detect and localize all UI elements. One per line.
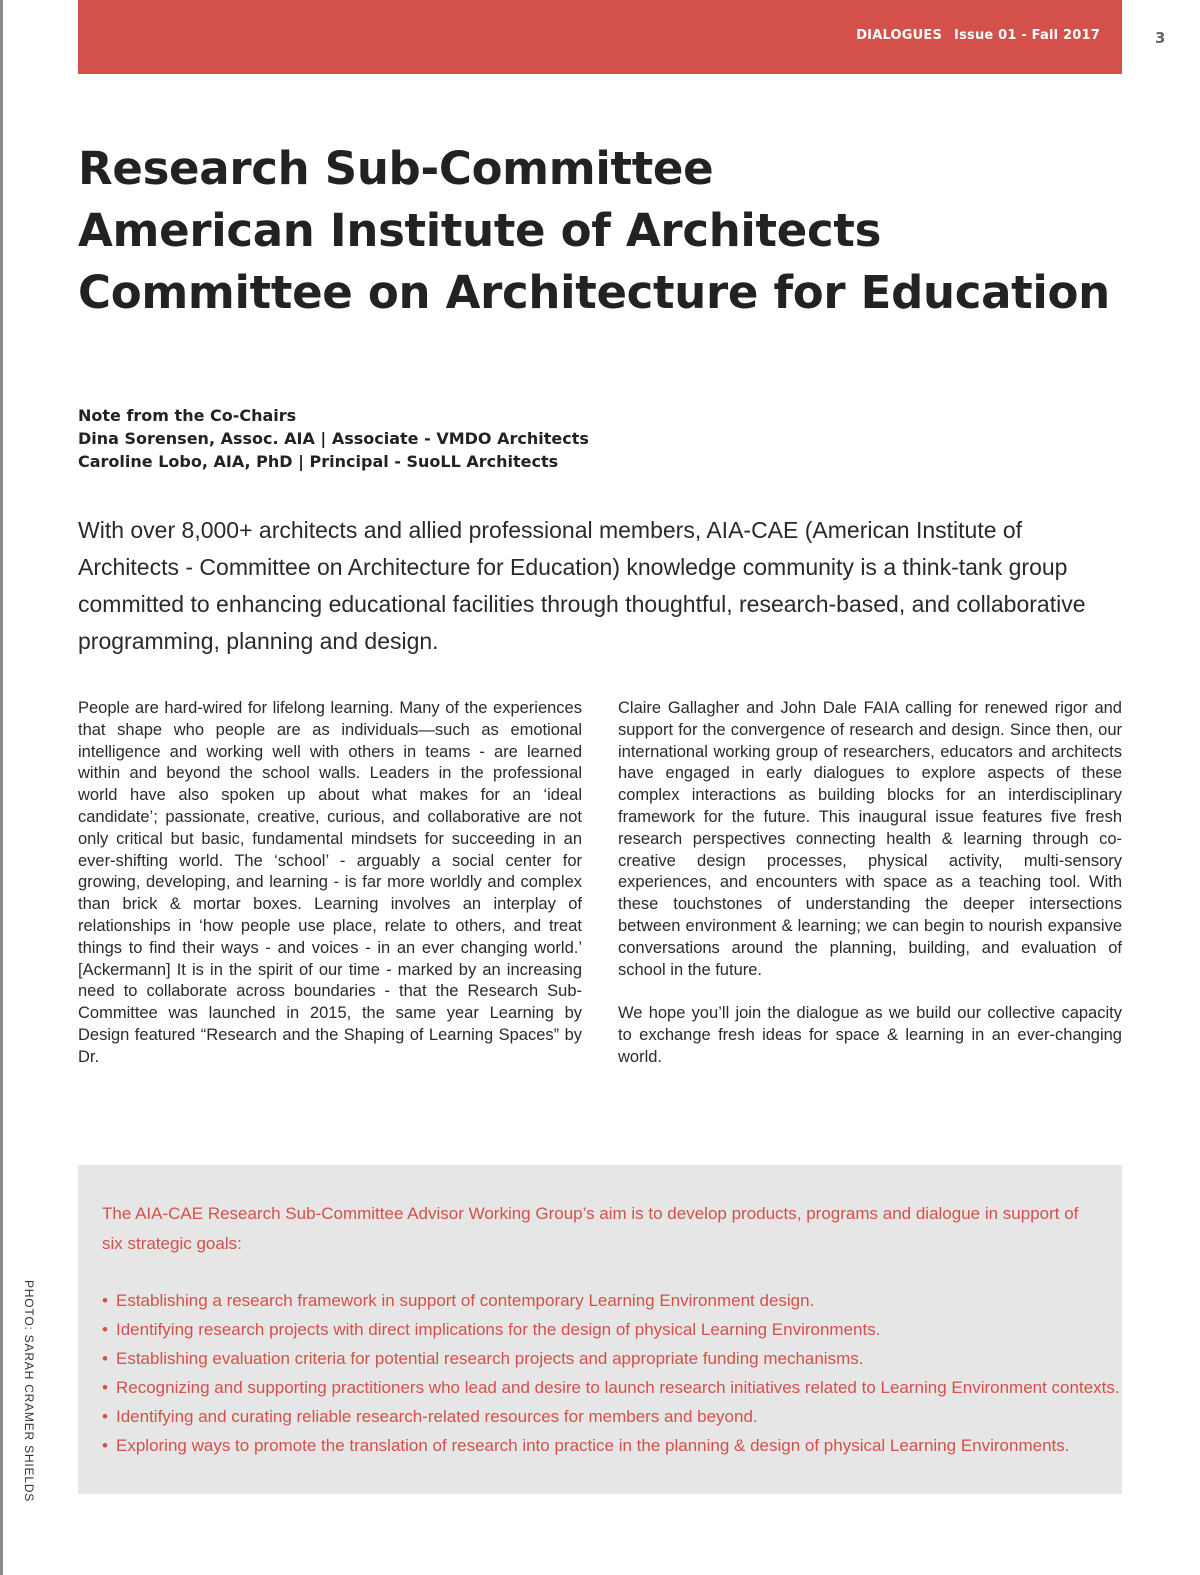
- list-item: • Identifying research projects with direct implications for the design of physical Learning Environments.: [102, 1320, 881, 1339]
- note-author-2: Caroline Lobo, AIA, PhD | Principal - SuoLL Architects: [78, 452, 559, 471]
- goal-text: Exploring ways to promote the translation of research into practice in the planning & design of physical Learning Environments.: [116, 1436, 1070, 1455]
- lead-paragraph: With over 8,000+ architects and allied professional members, AIA-CAE (American Institute of Architects - Committee on Architecture for Education) knowledge community is a think-tank group committed to enhancing educational facilities through thoughtful, research-based, and collaborative programming, planning and design.: [78, 517, 1086, 654]
- goal-text: Identifying research projects with direct implications for the design of physical Learning Environments.: [116, 1320, 881, 1339]
- page-title: [78, 138, 1138, 324]
- body-paragraph-left: People are hard-wired for lifelong learning. Many of the experiences that shape who people are as individuals—such as emotional intelligence and working well with others in teams - are learned within and beyond the school walls. Leaders in the professional world have also spoken up about what makes for an ‘ideal candidate’; passionate, creative, curious, and collaborative are not only critical but basic, fundamental mindsets for succeeding in an ever-shifting world. The ‘school’ - arguably a social center for growing, developing, and learning - is far more worldly and complex than brick & mortar boxes. Learning involves an interplay of relationships in ‘how people use place, relate to others, and treat things to find their ways - and voices - in an ever changing world.’ [Ackermann] It is in the spirit of our time - marked by an increasing need to collaborate across boundaries - that the Research Sub-Committee was launched in 2015, the same year Learning by Design featured “Research and the Shaping of Learning Spaces” by Dr.: [78, 699, 582, 1066]
- goal-text: Establishing evaluation criteria for potential research projects and appropriate funding mechanisms.: [116, 1349, 864, 1368]
- body-column-left: [78, 698, 582, 1091]
- list-item: • Establishing evaluation criteria for potential research projects and appropriate funding mechanisms.: [102, 1349, 864, 1368]
- title-line-3: Committee on Architecture for Education: [78, 266, 1110, 319]
- page-edge-divider: [0, 0, 3, 1575]
- list-item: • Identifying and curating reliable research-related resources for members and beyond.: [102, 1407, 758, 1426]
- header-section: DIALOGUES: [856, 28, 943, 43]
- list-item: • Recognizing and supporting practitioners who lead and desire to launch research initiatives related to Learning Environment contexts.: [102, 1378, 1120, 1397]
- body-column-right: [618, 698, 1122, 1091]
- header-issue: Issue 01 - Fall 2017: [954, 28, 1100, 43]
- list-item: • Exploring ways to promote the translation of research into practice in the planning & design of physical Learning Environments.: [102, 1436, 1070, 1455]
- co-chairs-note: [78, 404, 589, 473]
- goal-text: Recognizing and supporting practitioners who lead and desire to launch research initiatives related to Learning Environment contexts.: [116, 1378, 1120, 1397]
- list-item: • Establishing a research framework in support of contemporary Learning Environment design.: [102, 1291, 815, 1310]
- goal-text: Identifying and curating reliable research-related resources for members and beyond.: [116, 1407, 758, 1426]
- goals-box: [78, 1165, 1122, 1494]
- note-heading: Note from the Co-Chairs: [78, 406, 297, 425]
- header-text: [856, 28, 1100, 43]
- goals-list: [102, 1286, 1120, 1460]
- note-author-1: Dina Sorensen, Assoc. AIA | Associate - VMDO Architects: [78, 429, 589, 448]
- body-paragraph-right-2: We hope you’ll join the dialogue as we build our collective capacity to exchange fresh ideas for space & learning in an ever-changing world.: [618, 1004, 1122, 1066]
- goals-intro: The AIA-CAE Research Sub-Committee Advisor Working Group’s aim is to develop products, programs and dialogue in support of six strategic goals:: [102, 1204, 1079, 1253]
- header-band: [78, 0, 1122, 74]
- page-number: 3: [1155, 29, 1166, 47]
- body-paragraph-right-1: Claire Gallagher and John Dale FAIA calling for renewed rigor and support for the convergence of research and design. Since then, our international working group of researchers, educators and architects have engaged in early dialogues to explore aspects of these complex interactions as building blocks for an interdisciplinary framework for the future. This inaugural issue features five fresh research perspectives connecting health & learning through co-creative design processes, physical activity, multi-sensory experiences, and encounters with space as a teaching tool. With these touchstones of understanding the deeper intersections between environment & learning; we can begin to nourish expansive conversations around the planning, building, and evaluation of school in the future.: [618, 699, 1122, 979]
- photo-credit: PHOTO: SARAH CRAMER SHIELDS: [22, 1280, 36, 1503]
- title-line-2: American Institute of Architects: [78, 204, 882, 257]
- goal-text: Establishing a research framework in support of contemporary Learning Environment design.: [116, 1291, 815, 1310]
- title-line-1: Research Sub-Committee: [78, 142, 714, 195]
